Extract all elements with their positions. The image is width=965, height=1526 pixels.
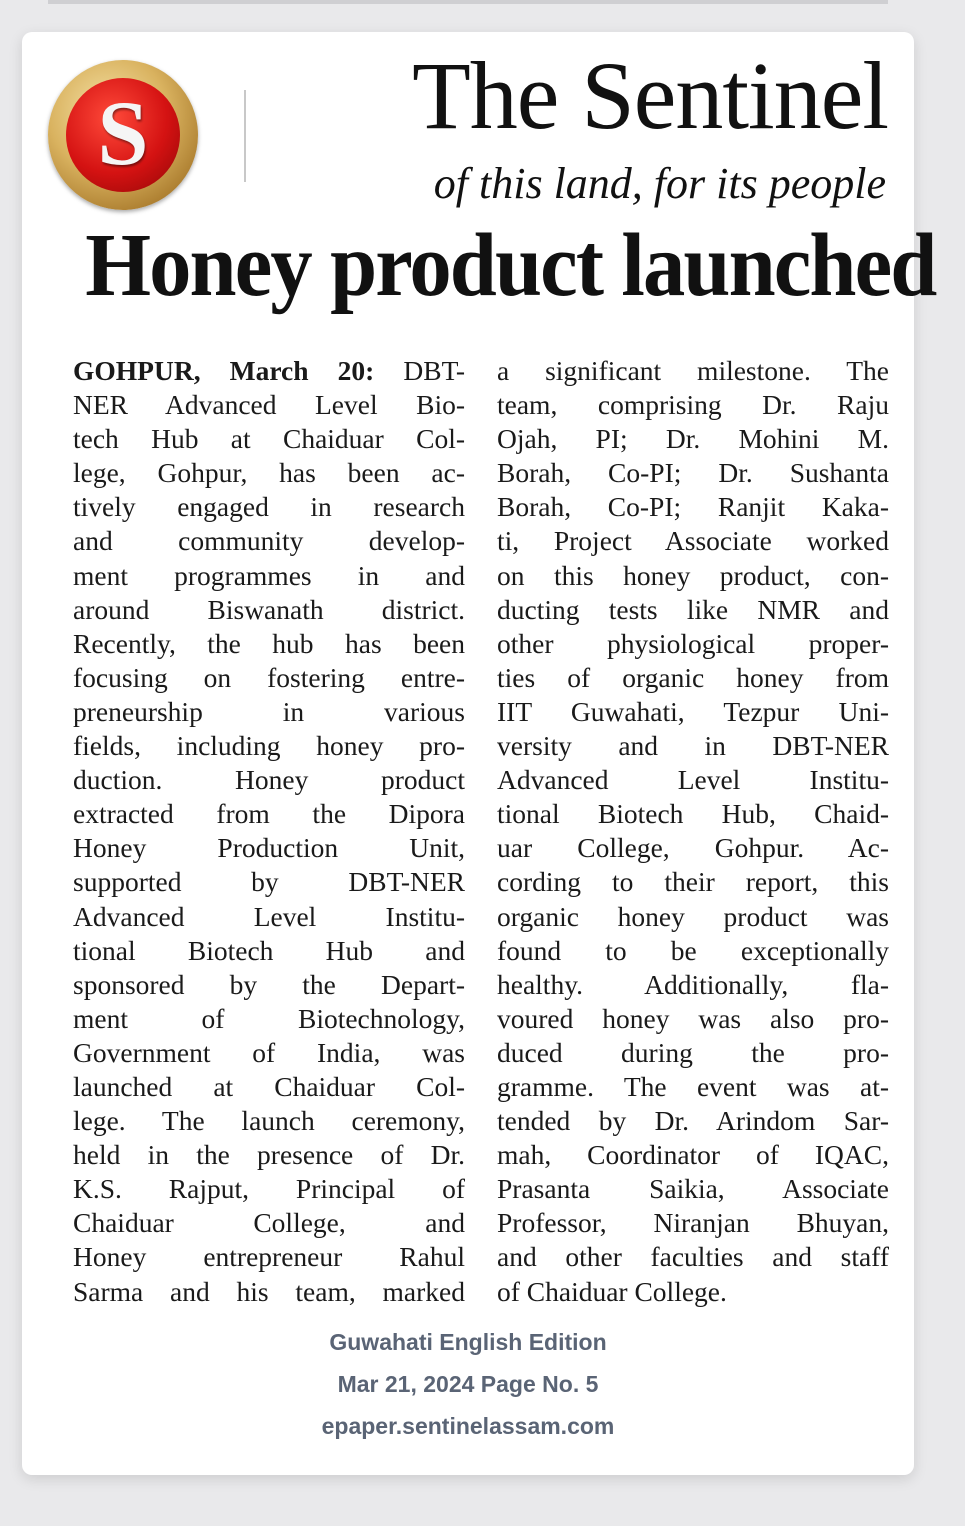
text-line: ment of Biotechnology, — [73, 1002, 465, 1034]
text-line: duced during the pro- — [497, 1036, 889, 1068]
dateline: GOHPUR, March 20: — [73, 355, 375, 386]
text-line: team, comprising Dr. Raju — [497, 389, 889, 421]
text-line: sponsored by the Depart- — [73, 968, 465, 1000]
text-line: ducting tests like NMR and — [497, 593, 889, 625]
text-line: tech Hub at Chaiduar Col- — [73, 423, 465, 455]
text-line: fields, including honey pro- — [73, 730, 465, 762]
article-column-right — [497, 354, 889, 1309]
text-line: Ojah, PI; Dr. Mohini M. — [497, 423, 889, 455]
text-line: and community develop- — [73, 525, 465, 557]
text-line: Borah, Co-PI; Ranjit Kaka- — [497, 491, 889, 523]
text-line: uar College, Gohpur. Ac- — [497, 832, 889, 864]
text-line: preneurship in various — [73, 695, 465, 727]
logo-letter: S — [97, 82, 149, 184]
text-line: held in the presence of Dr. — [73, 1139, 465, 1171]
text-line: Sarma and his team, marked — [73, 1275, 465, 1307]
text-line: a significant milestone. The — [497, 355, 889, 386]
article-headline: Honey product launched — [85, 216, 936, 315]
text-line: NER Advanced Level Bio- — [73, 389, 465, 421]
text-line: Honey Production Unit, — [73, 832, 465, 864]
logo-emblem — [66, 78, 180, 192]
article-column-left — [73, 354, 465, 1309]
text-line: Advanced Level Institu- — [497, 764, 889, 796]
text-line: and other faculties and staff — [497, 1241, 889, 1273]
text-line: Prasanta Saikia, Associate — [497, 1173, 889, 1205]
text-line: mah, Coordinator of IQAC, — [497, 1139, 889, 1171]
masthead-title: The Sentinel — [412, 42, 888, 149]
text-line: of Chaiduar College. — [497, 1275, 727, 1307]
text-line: Chaiduar College, and — [73, 1207, 465, 1239]
text-line: supported by DBT-NER — [73, 866, 465, 898]
text-line: tional Biotech Hub, Chaid- — [497, 798, 889, 830]
text-line: Borah, Co-PI; Dr. Sushanta — [497, 457, 889, 489]
text-line: Professor, Niranjan Bhuyan, — [497, 1207, 889, 1239]
masthead-tagline: of this land, for its people — [433, 159, 886, 208]
text-line: Government of India, was — [73, 1036, 465, 1068]
text-line: extracted from the Dipora — [73, 798, 465, 830]
text-line: Advanced Level Institu- — [73, 900, 465, 932]
text-line: cording to their report, this — [497, 866, 889, 898]
text-line: K.S. Rajput, Principal of — [73, 1173, 465, 1205]
sentinel-logo — [48, 60, 198, 210]
text-line: ti, Project Associate worked — [497, 525, 889, 557]
text-line: found to be exceptionally — [497, 934, 889, 966]
text-line: IIT Guwahati, Tezpur Uni- — [497, 695, 889, 727]
website-link[interactable]: epaper.sentinelassam.com — [321, 1413, 615, 1439]
text-line: voured honey was also pro- — [497, 1002, 889, 1034]
text-line: organic honey product was — [497, 900, 889, 932]
text-line: focusing on fostering entre- — [73, 661, 465, 693]
text-line: tional Biotech Hub and — [73, 934, 465, 966]
masthead-divider — [244, 90, 246, 182]
text-line: around Biswanath district. — [73, 593, 465, 625]
text-line: versity and in DBT-NER — [497, 730, 889, 762]
text-line: lege. The launch ceremony, — [73, 1105, 465, 1137]
text-line: Recently, the hub has been — [73, 627, 465, 659]
text-line: on this honey product, con- — [497, 559, 889, 591]
text-line: lege, Gohpur, has been ac- — [73, 457, 465, 489]
text-line: Honey entrepreneur Rahul — [73, 1241, 465, 1273]
text-line: gramme. The event was at- — [497, 1070, 889, 1102]
text-line: healthy. Additionally, fla- — [497, 968, 889, 1000]
text-line: tended by Dr. Arindom Sar- — [497, 1105, 889, 1137]
text-line: ment programmes in and — [73, 559, 465, 591]
text-line: GOHPUR, March 20: DBT- — [73, 355, 465, 386]
text-line: other physiological proper- — [497, 627, 889, 659]
text-line: launched at Chaiduar Col- — [73, 1070, 465, 1102]
text-line: ties of organic honey from — [497, 661, 889, 693]
date-page-label: Mar 21, 2024 Page No. 5 — [337, 1371, 599, 1397]
text-line: duction. Honey product — [73, 764, 465, 796]
edition-label: Guwahati English Edition — [329, 1329, 607, 1355]
top-divider — [48, 0, 888, 4]
text-line: tively engaged in research — [73, 491, 465, 523]
